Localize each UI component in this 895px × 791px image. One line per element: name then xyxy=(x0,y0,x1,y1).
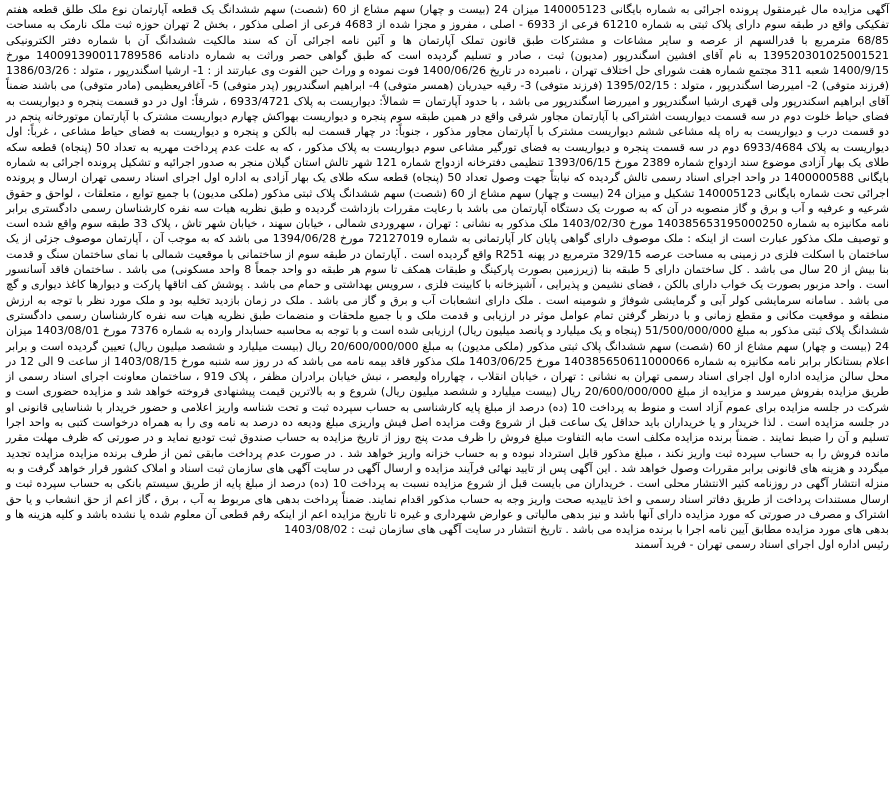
notice-body-text: آگهی مزایده مال غیرمنقول پرونده اجرائی به شماره بایگانی 140005123 میزان 24 (بیست و چهار) سهم مشاع از 60 (شصت) سهم ششدانگ یک قطعه آپارتمان نوع ملک طلق قطعه هفتم تفکیکی واقع در طبقه سوم دارای پلاک ثبتی به شماره 61210 فرعی از 6933 - اصلی ، مفروز و مجزا شده از 4683 فرعی از اصلی مذکور ، بخش 2 تهران حوزه ثبت ملک نارمک به مساحت 68/85 مترمربع با قدرالسهم از عرصه و سایر مشاعات و مشترکات طبق قانون تملک آپارتمان ها و آئین نامه اجرائی آن که سند مالکیت ششدانگ آن با شماره دفتر الکترونیکی 139520301025001521 به نام آقای افشین اسگندرپور (مدیون) ثبت ، صادر و تسلیم گردیده است که طبق گواهی حصر وراثت به شماره دادنامه 140091390011789586 مورخ 1400/9/15 شعبه 311 مجتمع شماره هفت شورای حل اختلاف تهران ، نامبرده در تاریخ 1400/06/26 فوت نموده و وراث حین الفوت وی عبارتند از : 1- ارشیا اسگندرپور ، متولد : 1386/03/26 (فرزند متوفی) 2- امیررضا اسگندرپور ، متولد : 1395/02/15 (فرزند متوفی) 3- رقیه حیدریان (همسر متوفی) 4- ابراهیم اسگندرپور (پدر متوفی) 5- آغافریعظیمی (مادر متوفی) می باشند ضمناً آقای ابراهیم اسکندرپور ولی قهری ارشیا اسگندرپور و امیررضا اسگندرپور می باشد ، با حدود آپارتمان = شمالاً: دیواریست به پلاک 6933/4721 ، شرقاً: اول در دو قسمت پنجره و دیواریست به فضای حیاط خلوت دوم در سه قسمت دیواریست اشتراکی با آپارتمان مجاور شرقی واقع در همین طبقه سوم پنجره و دیواریست بهواکش چهارم دیواریست مشترک با آپارتمان موتورخانه پنجم در دو قسمت درب و دیواریست به راه پله مشاعی ششم دیواریست مشترک با آپارتمان مجاور مذکور ، جنوباً: در چهار قسمت لبه بالکن و پنجره و دیواریست به فضای حیاط مشاعی ، غرباً: اول دیواریست به پلاک 6933/4684 دوم در سه قسمت پنجره و دیواریست به فضای تورگیر مشاعی سوم دیواریست به پلاک مذکور ، که به علت عدم پرداخت مهریه به تعداد 50 (پنجاه) قطعه سکه طلای یک بهار آزادی موضوع سند ازدواج شماره 2389 مورخ 1393/06/15 تنظیمی دفترخانه ازدواج شماره 121 شهر تالش استان گیلان منجر به صدور اجرائیه و تشکیل پرونده اجرائی به شماره بایگانی 1400000588 در واحد اجرای اسناد رسمی تالش گردیده که نیابتاً جهت وصول تعداد 50 (پنجاه) قطعه سکه طلای یک بهار آزادی به اداره اول اجرای اسناد رسمی تهران ارسال و پرونده اجرائی تحت شماره بایگانی 140005123 تشکیل و میزان 24 (بیست و چهار) سهم مشاع از 60 (شصت) سهم ششدانگ پلاک ثبتی مذکور (ملکی مدیون) با جمیع توابع ، متعلقات ، لواحق و حقوق شرعیه و عرفیه و آب و برق و گاز منصوبه در آن که به صورت یک دستگاه آپارتمان می باشد با رعایت مقررات بازداشت گردیده و طبق نظریه هیات سه نفره کارشناسان رسمی دادگستری برابر نامه مکانیزه به شماره 140385653195000250 مورخ 1403/02/30 ملک مذکور به نشانی : تهران ، سهروردی شمالی ، خیابان سهند ، خیابان شهر تاش ، پلاک 33 طبقه سوم واقع شده است و توصیف ملک مذکور عبارت است از اینکه : ملک موصوف دارای گواهی پایان کار آپارتمانی به شماره 72127019 مورخ 1394/06/28 می باشد که به موجب آن ، آپارتمان موصوف جزئی از یک ساختمان با اسکلت فلزی در زمینی به مساحت عرصه 329/15 مترمربع در پهنه R251 واقع گردیده است . آپارتمان در طبقه سوم از ساختمانی با موقعیت شمالی با نمای ساختمان سنگ و قدمت بنا بیش از 20 سال می باشد . کل ساختمان دارای 5 طبقه بنا (زیرزمین بصورت پارکینگ و طبقات همکف تا سوم هر طبقه دو واحد جمعاً 8 واحد مسکونی) می باشد . ساختمان فاقد آسانسور است . واحد مزبور بصورت یک خواب دارای بالکن ، فضای نشیمن و پذیرایی ، آشپزخانه با کابینت فلزی ، سرویس بهداشتی و حمام می باشد . پوشش کف اتاقها پارکت و دیوارها کاغذ دیواری و گچ می باشد . سامانه سرمایشی کولر آبی و گرمایشی شوفاژ و شومینه است . ملک دارای انشعابات آب و برق و گاز می باشد . ملک در زمان بازدید تخلیه بود و ملک مورد نظر با توجه به ارزش منطقه و موقعیت مکانی و مقطع زمانی و با درنظر گرفتن تمام عوامل موثر در ارزیابی و قدمت ملک و با جمیع ملحقات و منضمات طبق نظریه هیات سه نفره کارشناسان رسمی دادگستری ششدانگ پلاک ثبتی مذکور به مبلغ 51/500/000/000 (پنجاه و یک میلیارد و پانصد میلیون ریال) ارزیابی شده است و با توجه به محاسبه حسابدار وارده به شماره 7376 مورخ 1403/08/01 میزان 24 (بیست و چهار) سهم مشاع از 60 (شصت) سهم ششدانگ پلاک ثبتی مذکور (ملکی مدیون) به مبلغ 20/600/000/000 ریال (بیست میلیارد و ششصد میلیون ریال) تعیین گردیده است و برابر اعلام بستانکار برابر نامه مکانیزه به شماره 140385650611000066 مورخ 1403/06/25 ملک مذکور فاقد بیمه نامه می باشد که در روز سه شنبه مورخ 1403/08/15 از ساعت 9 الی 12 در محل سالن مزایده اداره اول اجرای اسناد رسمی تهران به نشانی : تهران ، خیابان انقلاب ، چهارراه ولیعصر ، نبش خیابان برادران مظفر ، پلاک 919 ، ساختمان معاونت اجرای اسناد رسمی از طریق مزایده بفروش میرسد و مزایده از مبلغ 20/600/000/000 ریال (بیست میلیارد و ششصد میلیون ریال) شروع و به بالاترین قیمت پیشنهادی فروخته خواهد شد و مزایده حضوری است و شرکت در جلسه مزایده برای عموم آزاد است و منوط به پرداخت 10 (ده) درصد از مبلغ پایه کارشناسی به حساب سپرده ثبت و تحت شناسه واریز اعلامی و حضور خریدار با شناسایی قانونی او در جلسه مزایده است . لذا خریدار و یا خریداران باید حداقل یک ساعت قبل از شروع وقت مزایده اصل فیش واریزی مبلغ ودیعه ده درصد به نامه وی را به همراه درخواست کتبی به واحد اجرا تسلیم و آن را ضبط نمایند . ضمناً برنده مزایده مکلف است مابه التفاوت مبلغ فروش را ظرف مدت پنج روز از تاریخ مزایده به حساب صندوق ثبت تودیع نماید و در صورتی که ظرف مهلت مقرر مانده فروش را به حساب سپرده ثبت واریز نکند ، مبلغ مذکور قابل استرداد نبوده و به حساب خزانه واریز خواهد شد . در صورت عدم پرداخت مابقی ثمن از طرف برنده مزایده مزایده تجدید میگردد و هزینه های قانونی برابر مقررات وصول خواهد شد . این آگهی پس از تایید نهائی فرآیند مزایده و ارسال آگهی در سایت آگهی های سازمان ثبت اسناد و املاک کشور قرار خواهد گرفت و به منزله انتشار آگهی در روزنامه کثیر الانتشار محلی است . خریداران می بایست قبل از شروع مزایده نسبت به پرداخت 10 (ده) درصد از مبلغ پایه از طریق سیستم بانکی به حساب سپرده ثبت و ارسال مستندات پرداخت از طریق دفاتر اسناد رسمی و اخذ تاییدیه صحت واریز وجه به حساب مذکور اقدام نمایند. ضمناً پرداخت بدهی های مربوط به آب ، برق ، گاز اعم از حق انشعاب و یا حق اشتراک و مصرف در صورتی که مورد مزایده دارای آنها باشد و نیز بدهی مالیاتی و عوارض شهرداری و غیره تا تاریخ مزایده اعم از اینکه رقم قطعی آن معلوم شده یا نشده باشد و کلیه هزینه ها و بدهی های مورد مزایده مطابق آیین نامه اجرا با برنده مزایده می باشد . تاریخ انتشار در سایت آگهی های سازمان ثبت : 1403/08/02 xyxy=(6,3,890,537)
notice-signature: رئیس اداره اول اجرای اسناد رسمی تهران - فرید آسمند xyxy=(634,538,889,552)
